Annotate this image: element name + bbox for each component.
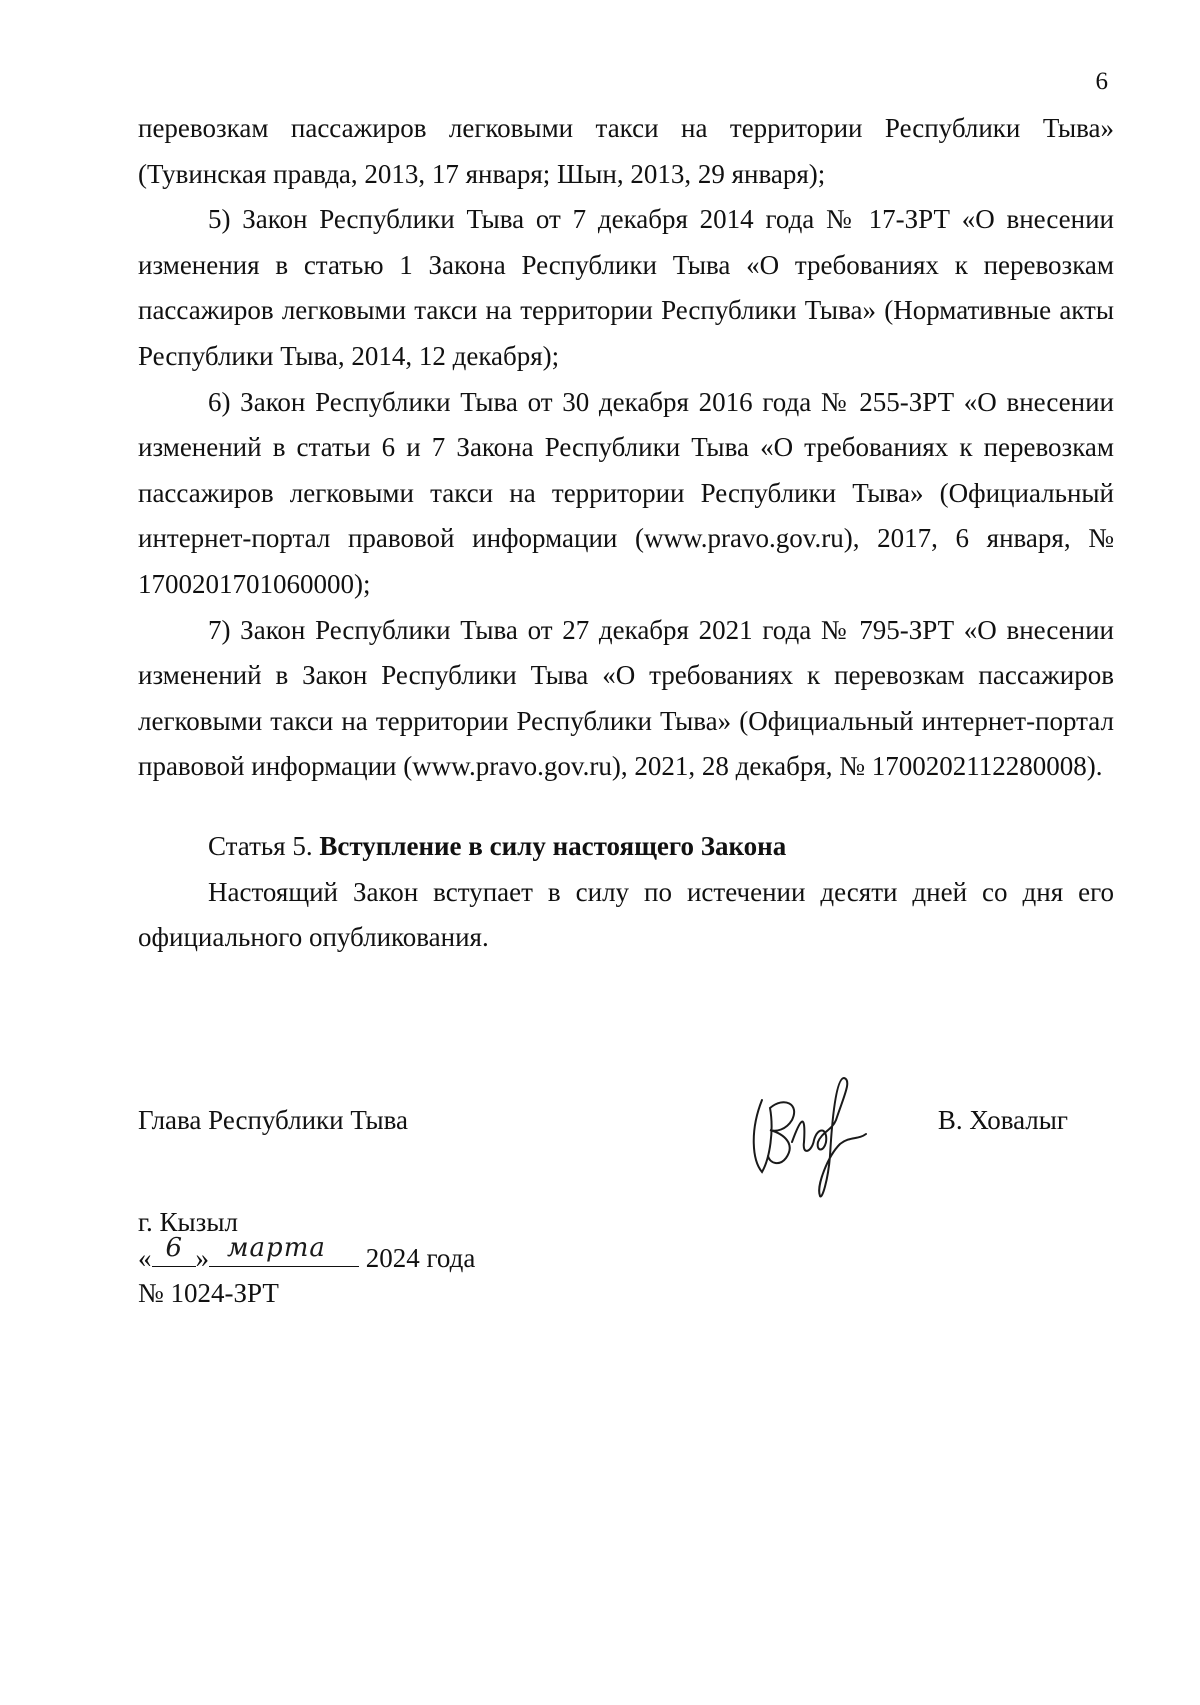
- date-line: [138, 1233, 476, 1276]
- date-month-handwritten: марта: [227, 1233, 326, 1263]
- signatory-name: В. Ховалыг: [937, 1105, 1068, 1135]
- date-month-blank: [209, 1233, 359, 1267]
- article-heading: [138, 824, 1114, 870]
- list-item-7: 7) Закон Республики Тыва от 27 декабря 2021 года № 795-ЗРТ «О внесении изменений в Закон Республики Тыва «О требованиях к перевозкам пассажиров легковыми такси на территории Республики Тыва» (Официальный интернет-портал правовой информации (www.pravo.gov.ru), 2021, 28 декабря, № 1700202112280008).: [138, 614, 1114, 782]
- list-item-5: 5) Закон Республики Тыва от 7 декабря 2014 года № 17-ЗРТ «О внесении изменения в статью 1 Закона Республики Тыва «О требованиях к перевозкам пассажиров легковыми такси на территории Республики Тыва» (Нормативные акты Республики Тыва, 2014, 12 декабря);: [138, 204, 1114, 371]
- date-quote-close: »: [195, 1243, 209, 1273]
- article-title: Вступление в силу настоящего Закона: [319, 830, 787, 861]
- article-label: Статья 5.: [208, 830, 320, 861]
- date-day-handwritten: 6: [165, 1233, 183, 1263]
- city-line: г. Кызыл: [138, 1207, 238, 1237]
- document-body: [138, 106, 1114, 961]
- document-footer: [138, 1205, 475, 1311]
- signatory-position: Глава Республики Тыва: [138, 1105, 409, 1135]
- date-year: 2024 года: [359, 1243, 476, 1273]
- article-text: Настоящий Закон вступает в силу по истечении десяти дней со дня его официального опубликования.: [138, 876, 1114, 953]
- list-item-6: 6) Закон Республики Тыва от 30 декабря 2016 года № 255-ЗРТ «О внесении изменений в статьи 6 и 7 Закона Республики Тыва «О требованиях к перевозкам пассажиров легковыми такси на территории Республики Тыва» (Официальный интернет-портал правовой информации (www.pravo.gov.ru), 2017, 6 января, № 1700201701060000);: [138, 386, 1114, 599]
- date-quote-open: «: [138, 1243, 152, 1273]
- handwritten-signature: [740, 1060, 890, 1210]
- date-day-blank: [152, 1233, 196, 1267]
- signature-block: [138, 1105, 1114, 1165]
- law-number: № 1024-ЗРТ: [138, 1278, 279, 1308]
- paragraph-continuation: перевозкам пассажиров легковыми такси на территории Республики Тыва» (Тувинская правда, 2013, 17 января; Шын, 2013, 29 января);: [138, 113, 1114, 189]
- page-number: 6: [1095, 68, 1108, 95]
